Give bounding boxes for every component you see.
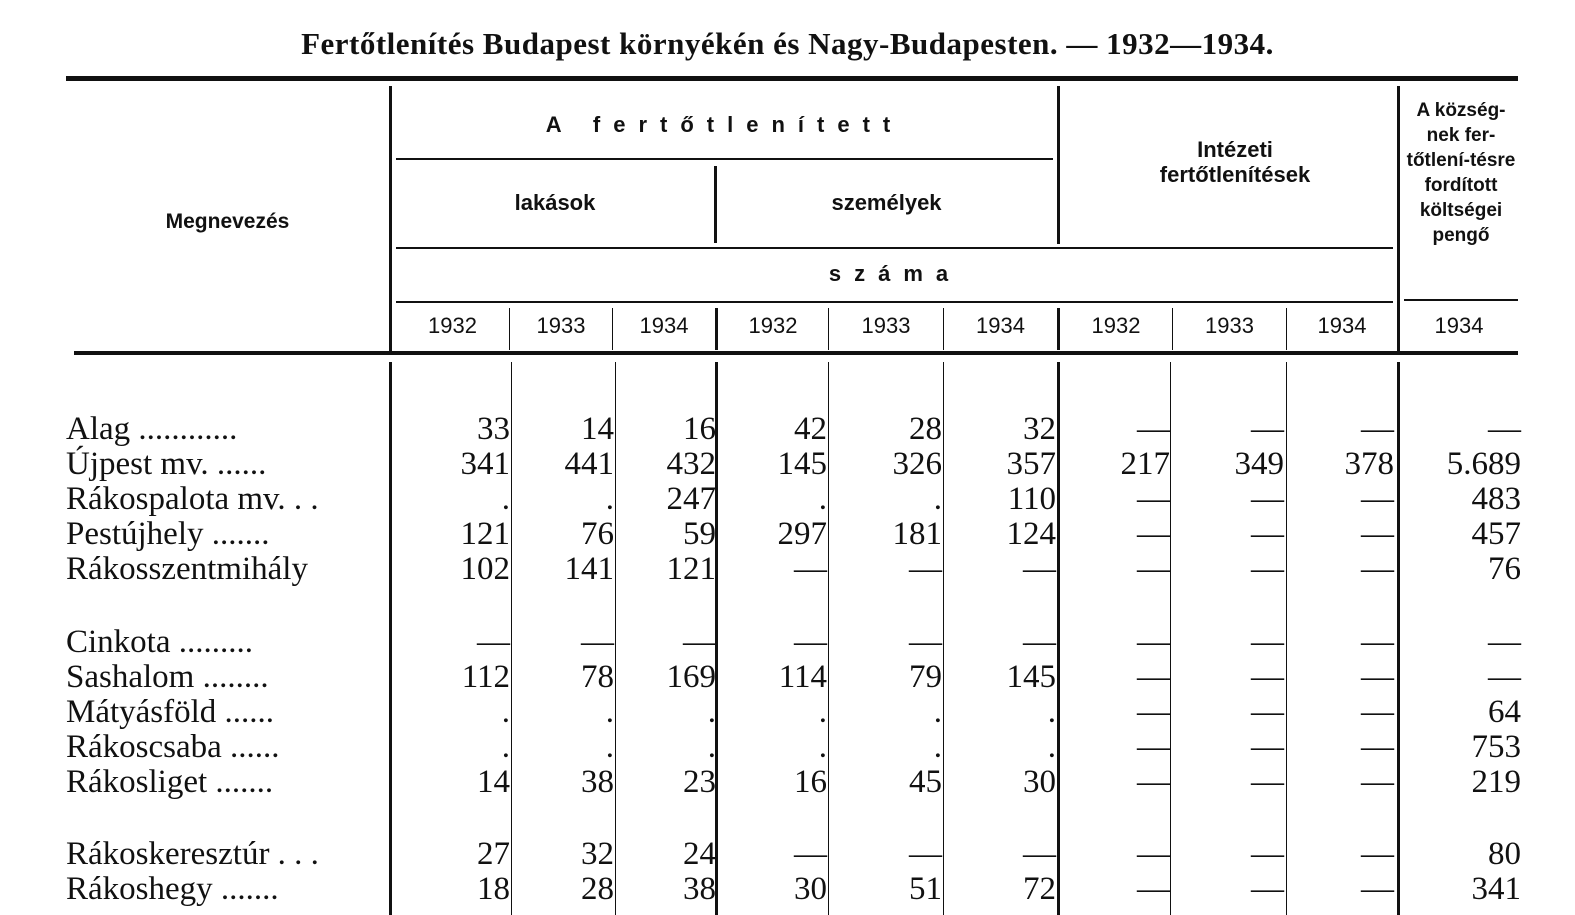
table-cell: — [1361,694,1394,730]
table-cell: 5.689 [1446,446,1521,482]
table-cell: — [1251,516,1284,552]
table-cell: 121 [460,516,510,552]
year-header-7: 1932 [1091,313,1141,338]
table-cell: 181 [892,516,942,552]
table-cell: — [909,624,942,660]
header-szemelyek: személyek [831,190,942,215]
table-cell: — [1137,764,1170,800]
table-cell: . [818,481,827,517]
table-cell: — [1137,516,1170,552]
table-cell: . [605,694,614,730]
table-cell: — [1361,729,1394,765]
table-cell: 145 [1006,659,1056,695]
table-cell: 102 [460,551,510,587]
table-cell: . [1047,694,1056,730]
table-cell: 112 [461,659,510,695]
row-label: Újpest mv. ...... [66,446,267,482]
table-cell: — [1137,729,1170,765]
table-cell: . [501,729,510,765]
table-cell: . [605,481,614,517]
table-cell: 110 [1007,481,1056,517]
table-cell: 432 [666,446,716,482]
table-cell: — [1361,871,1394,907]
table-cell: — [1251,551,1284,587]
table-cell: 217 [1120,446,1170,482]
table-cell: 80 [1488,836,1521,872]
table-cell: 64 [1488,694,1521,730]
table-cell: 121 [666,551,716,587]
header-intezeti: Intézeti fertőtlenítések [1159,137,1311,187]
row-label: Mátyásföld ...... [66,694,275,730]
vline-h-cost [1397,86,1400,351]
table-cell: — [1251,659,1284,695]
table-cell: 124 [1006,516,1056,552]
table-cell: — [1023,551,1056,587]
row-label: Rákosszentmihály [66,551,308,587]
table-cell: — [1251,624,1284,660]
table-cell: — [1137,694,1170,730]
header-megnevezes: Megnevezés [165,210,290,233]
table-cell: 72 [1023,871,1056,907]
table-cell: 76 [1488,551,1521,587]
table-cell: 33 [477,411,510,447]
table-cell: 145 [777,446,827,482]
table-cell: 326 [892,446,942,482]
table-cell: — [1251,871,1284,907]
table-cell: — [1251,694,1284,730]
table-cell: 42 [794,411,827,447]
table-cell: . [818,729,827,765]
row-label: Rákoshegy ....... [66,871,279,907]
table-cell: . [818,694,827,730]
rule-above-cost-year [1404,299,1518,301]
table-cell: 169 [666,659,716,695]
table-cell: 28 [581,871,614,907]
table-cell: — [1251,411,1284,447]
table-cell: 219 [1471,764,1521,800]
table-cell: 349 [1234,446,1284,482]
table-cell: . [707,694,716,730]
top-rule [66,76,1518,81]
table-cell: — [1137,481,1170,517]
table-cell: 24 [683,836,716,872]
table-cell: — [794,624,827,660]
table-cell: — [794,836,827,872]
table-cell: — [1137,551,1170,587]
table-cell: — [1137,659,1170,695]
year-header-3: 1934 [639,313,689,338]
table-cell: 341 [1471,871,1521,907]
table-cell: 16 [794,764,827,800]
header-fertotlenitett: A fertőtlenített [545,112,904,137]
table-cell: — [1137,836,1170,872]
vline-h-intezeti [1057,86,1060,244]
year-header-9: 1934 [1317,313,1367,338]
table-cell: 38 [581,764,614,800]
table-cell: 357 [1006,446,1056,482]
table-cell: — [1137,871,1170,907]
table-cell: 32 [581,836,614,872]
table-cell: — [1251,481,1284,517]
table-cell: 16 [683,411,716,447]
table-cell: . [501,481,510,517]
table-cell: — [1023,836,1056,872]
table-cell: . [501,694,510,730]
table-cell: 28 [909,411,942,447]
year-header-2: 1933 [536,313,586,338]
table-cell: . [933,481,942,517]
table-cell: 27 [477,836,510,872]
table-cell: 753 [1471,729,1521,765]
table-cell: 141 [564,551,614,587]
table-cell: — [909,551,942,587]
table-cell: . [1047,729,1056,765]
table-cell: 297 [777,516,827,552]
year-header-10: 1934 [1434,313,1484,338]
table-cell: — [1488,624,1521,660]
table-cell: — [581,624,614,660]
table-cell: — [794,551,827,587]
table-cell: 76 [581,516,614,552]
table-title: Fertőtlenítés Budapest környékén és Nagy-Budapesten. — 1932—1934. [301,26,1274,61]
table-cell: — [1251,836,1284,872]
year-header-8: 1933 [1205,313,1254,338]
rule-under-group [396,158,1053,160]
table-cell: 457 [1471,516,1521,552]
table-cell: 51 [909,871,942,907]
table-cell: — [1023,624,1056,660]
row-label: Rákoskeresztúr . . . [66,836,319,872]
year-header-1: 1932 [428,313,477,338]
table-cell: — [1361,481,1394,517]
table-cell: — [1251,764,1284,800]
row-label: Cinkota ......... [66,624,253,660]
row-label: Rákospalota mv. . . [66,481,319,517]
table-cell: 79 [909,659,942,695]
table-cell: 78 [581,659,614,695]
rule-above-years [396,301,1393,303]
table-cell: — [1488,659,1521,695]
table-cell: 14 [581,411,614,447]
table-cell: — [1361,764,1394,800]
rule-above-szama [396,247,1393,249]
table-cell: . [933,729,942,765]
table-cell: — [683,624,716,660]
table-cell: — [1137,624,1170,660]
table-cell: 378 [1344,446,1394,482]
table-cell: 32 [1023,411,1056,447]
row-label: Rákosliget ....... [66,764,274,800]
table-cell: 483 [1471,481,1521,517]
table-cell: 30 [794,871,827,907]
table-cell: . [605,729,614,765]
table-cell: 59 [683,516,716,552]
table-cell: — [1137,411,1170,447]
year-header-6: 1934 [976,313,1025,338]
table-cell: 18 [477,871,510,907]
vline-h-name [389,86,392,351]
table-cell: 441 [564,446,614,482]
table-cell: — [477,624,510,660]
table-cell: — [1361,551,1394,587]
header-bottom-rule [74,351,1518,355]
row-label: Sashalom ........ [66,659,269,695]
table-cell: 247 [666,481,716,517]
table-cell: — [909,836,942,872]
header-cost: A község-nek fer-tőtlení-tésre fordított költségei pengő [1406,100,1516,246]
vline-h-lak-szem [714,166,717,243]
table-cell: . [707,729,716,765]
table-cell: — [1361,836,1394,872]
table-cell: 341 [460,446,510,482]
table-cell: 23 [683,764,716,800]
year-header-5: 1933 [861,313,911,338]
table-cell: — [1361,659,1394,695]
table-cell: 45 [909,764,942,800]
row-label: Rákoscsaba ...... [66,729,280,765]
table-cell: — [1488,411,1521,447]
row-label: Pestújhely ....... [66,516,270,552]
header-lakasok: lakások [514,190,596,215]
table-cell: 114 [778,659,827,695]
table-cell: — [1361,411,1394,447]
header-szama: száma [828,261,962,286]
row-label: Alag ............ [66,411,238,447]
year-header-4: 1932 [748,313,798,338]
table-cell: . [933,694,942,730]
table-cell: — [1361,624,1394,660]
table-cell: 30 [1023,764,1056,800]
table-cell: — [1251,729,1284,765]
table-cell: 38 [683,871,716,907]
table-cell: 14 [477,764,510,800]
table-cell: — [1361,516,1394,552]
